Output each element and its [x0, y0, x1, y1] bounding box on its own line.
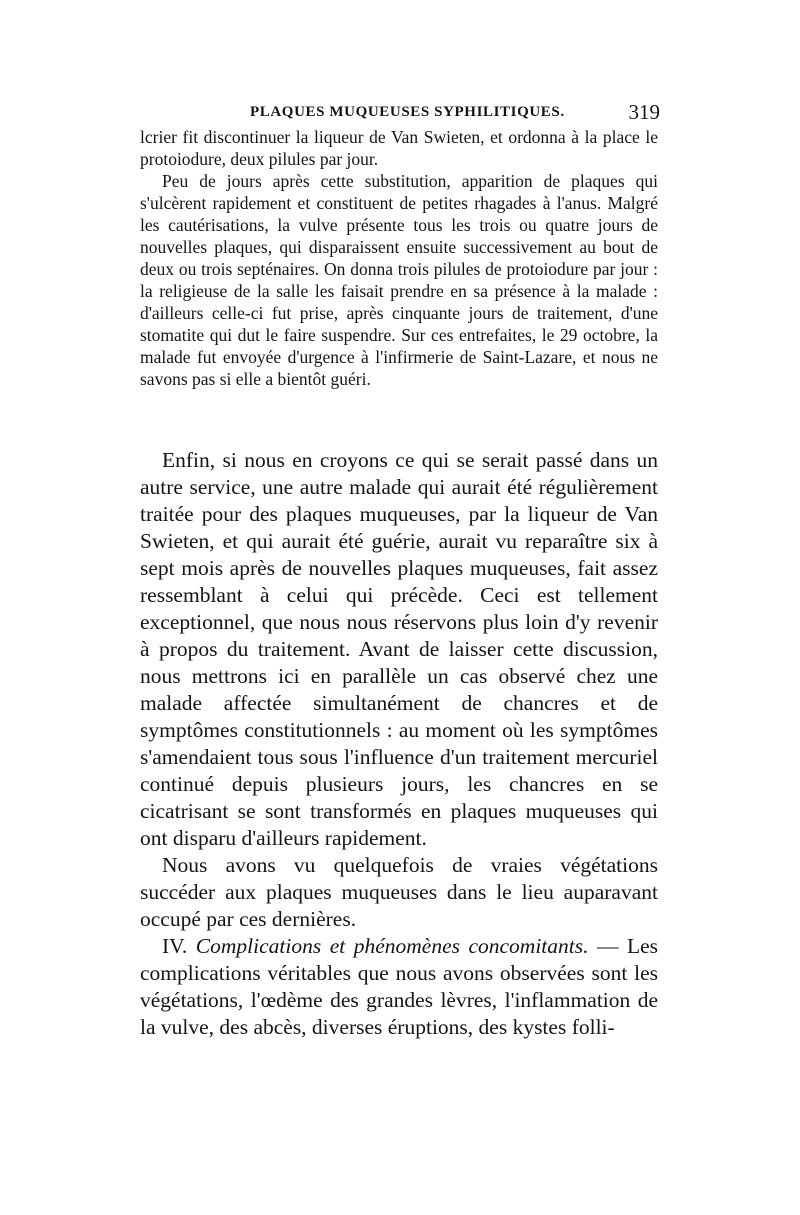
section-paragraph	[140, 933, 658, 1041]
page-header	[140, 100, 660, 126]
main-paragraph-2: Nous avons vu quelquefois de vraies végétations succéder aux plaques muqueuses dans le lieu auparavant occupé par ces dernières.	[140, 853, 658, 931]
case-paragraph-1: lcrier fit discontinuer la liqueur de Van Swieten, et ordonna à la place le protoiodure, deux pilules par jour.	[140, 127, 658, 169]
section-number: IV.	[162, 934, 188, 958]
case-report-text	[140, 126, 658, 390]
section-text: — Les complications véritables que nous avons observées sont les végétations, l'œdème des grandes lèvres, l'inflammation de la vulve, des abcès, diverses éruptions, des kystes folli-	[140, 934, 659, 1039]
running-title: PLAQUES MUQUEUSES SYPHILITIQUES.	[250, 104, 565, 120]
section-title: Complications et phénomènes concomitants.	[195, 934, 589, 958]
page-number: 319	[628, 100, 660, 124]
main-text	[140, 447, 658, 1041]
case-paragraph-2: Peu de jours après cette substitution, apparition de plaques qui s'ulcèrent rapidement et constituent de petites rhagades à l'anus. Malgré les cautérisations, la vulve présente tous les trois ou quatre jours de nouvelles plaques, qui disparaissent ensuite successivement au bout de deux ou trois septénaires. On donna trois pilules de protoiodure par jour : la religieuse de la salle les faisait prendre en sa présence à la malade : d'ailleurs celle-ci fut prise, après cinquante jours de traitement, d'une stomatite qui dut le faire suspendre. Sur ces entrefaites, le 29 octobre, la malade fut envoyée d'urgence à l'infirmerie de Saint-Lazare, et nous ne savons pas si elle a bientôt guéri.	[140, 171, 658, 389]
main-paragraph-1: Enfin, si nous en croyons ce qui se serait passé dans un autre service, une autre malade qui aurait été régulièrement traitée pour des plaques muqueuses, par la liqueur de Van Swieten, et qui aurait été guérie, aurait vu reparaître six à sept mois après de nouvelles plaques muqueuses, fait assez ressemblant à celui qui précède. Ceci est tellement exceptionnel, que nous nous réservons plus loin d'y revenir à propos du traitement. Avant de laisser cette discussion, nous mettrons ici en parallèle un cas observé chez une malade affectée simultanément de chancres et de symptômes constitutionnels : au moment où les symptômes s'amendaient tous sous l'influence d'un traitement mercuriel continué depuis plusieurs jours, les chancres en se cicatrisant se sont transformés en plaques muqueuses qui ont disparu d'ailleurs rapidement.	[140, 448, 658, 850]
